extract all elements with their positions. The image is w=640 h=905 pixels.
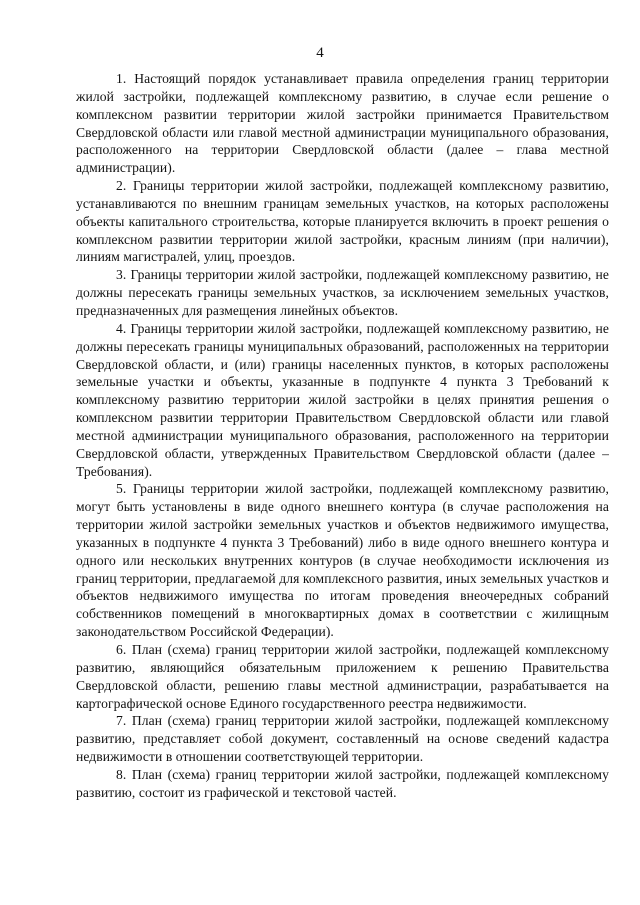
- document-body: [76, 70, 609, 802]
- paragraph-2: 2. Границы территории жилой застройки, подлежащей комплексному развитию, устанавливаются по внешним границам земельных участков, на которых расположены объекты капитального строительства, которые планируется включить в проект решения о комплексном развитии территории жилой застройки, красным линиям (при наличии), линиям магистралей, улиц, проездов.: [76, 178, 609, 265]
- paragraph-5: 5. Границы территории жилой застройки, подлежащей комплексному развитию, могут быть установлены в виде одного внешнего контура (в случае расположения на территории жилой застройки земельных участков и объектов недвижимого имущества, указанных в подпункте 4 пункта 3 Требований) либо в виде одного внешнего контура и одного или нескольких внутренних контуров (в случае необходимости исключения из границ территории, предлагаемой для комплексного развития, иных земельных участков и объектов недвижимого имущества по итогам проведения внеочередных собраний собственников помещений в многоквартирных домах в соответствии с жилищным законодательством Российской Федерации).: [76, 481, 609, 640]
- paragraph-6: 6. План (схема) границ территории жилой застройки, подлежащей комплексному развитию, являющийся обязательным приложением к решению Правительства Свердловской области, решению главы местной администрации, разрабатывается на картографической основе Единого государственного реестра недвижимости.: [76, 642, 609, 711]
- paragraph-4: 4. Границы территории жилой застройки, подлежащей комплексному развитию, не должны пересекать границы муниципальных образований, расположенных на территории Свердловской области, и (или) границы населенных пунктов, в которых расположены земельные участки и объекты, указанные в подпункте 4 пункта 3 Требований к комплексному развитию территории жилой застройки в целях принятия решения о комплексном развитии территории Правительством Свердловской области или главой местной администрации муниципального образования, расположенного на территории Свердловской области, утвержденных Правительством Свердловской области (далее – Требования).: [76, 320, 609, 479]
- paragraph-1: 1. Настоящий порядок устанавливает правила определения границ территории жилой застройки, подлежащей комплексному развитию, в случае если решение о комплексном развитии территории жилой застройки принимается Правительством Свердловской области или главой местной администрации муниципального образования, расположенного на территории Свердловской области (далее – глава местной администрации).: [76, 71, 609, 176]
- paragraph-7: 7. План (схема) границ территории жилой застройки, подлежащей комплексному развитию, представляет собой документ, составленный на основе сведений кадастра недвижимости в отношении соответствующей территории.: [76, 713, 609, 765]
- paragraph-8: 8. План (схема) границ территории жилой застройки, подлежащей комплексному развитию, состоит из графической и текстовой частей.: [76, 766, 609, 800]
- paragraph-3: 3. Границы территории жилой застройки, подлежащей комплексному развитию, не должны пересекать границы земельных участков, за исключением земельных участков, предназначенных для размещения линейных объектов.: [76, 267, 609, 318]
- page-number: 4: [316, 45, 324, 61]
